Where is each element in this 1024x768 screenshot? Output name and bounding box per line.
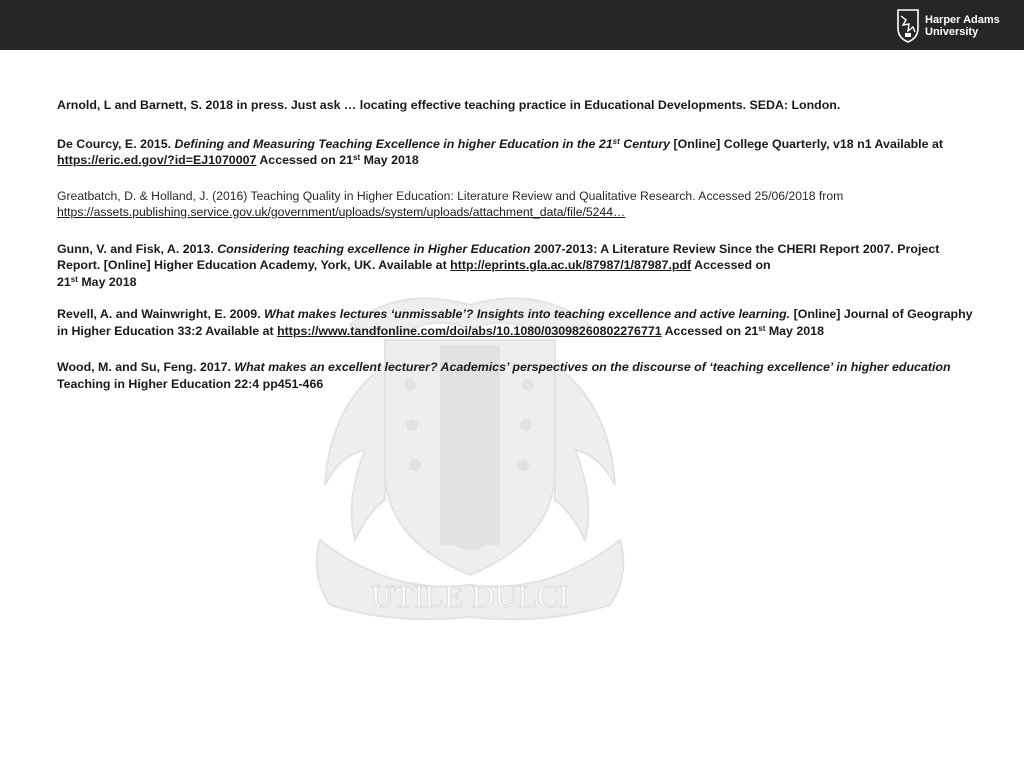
reference-title: What makes an excellent lecturer? Academics’ perspectives on the discourse of ‘teaching excellence’ in higher education: [234, 360, 951, 374]
logo-text: [925, 14, 1000, 39]
reference-link[interactable]: https://assets.publishing.service.gov.uk/government/uploads/system/uploads/attachment_data/file/5244…: [57, 204, 626, 219]
superscript: st: [612, 136, 620, 146]
reference-title: What makes lectures ‘unmissable’? Insights into teaching excellence and active learning.: [264, 307, 791, 321]
reference-text: Arnold, L and Barnett, S. 2018 in press. Just ask … locating effective teaching practice in Educational Developments. SEDA: London.: [57, 98, 841, 112]
reference-item-arnold: [57, 97, 977, 114]
reference-title: Defining and Measuring Teaching Excellence in higher Education in the 21: [174, 136, 613, 151]
header-bar: [0, 0, 1024, 50]
reference-link[interactable]: https://eric.ed.gov/?id=EJ1070007: [57, 153, 257, 167]
reference-link[interactable]: http://eprints.gla.ac.uk/87987/1/87987.pdf: [450, 258, 692, 272]
reference-item-gunn: [57, 241, 977, 291]
accessed-date: Accessed on 21st May 2018: [57, 258, 771, 289]
reference-text: Greatbatch, D. & Holland, J. (2016) Teaching Quality in Higher Education: Literature Review and Qualitative Research. Accessed 25/06/2018 from: [57, 188, 844, 203]
accessed-day: 21st: [57, 274, 78, 289]
reference-source: [Online] College Quarterly, v18 n1 Available at: [670, 136, 943, 151]
accessed-date: Accessed on 21st May 2018: [256, 153, 419, 167]
reference-authors: Wood, M. and Su, Feng. 2017.: [57, 360, 235, 374]
reference-link[interactable]: https://www.tandfonline.com/doi/abs/10.1080/03098260802276771: [277, 323, 662, 338]
reference-authors: De Courcy, E. 2015.: [57, 136, 175, 151]
reference-source: 2007-2013: A Literature Review Since the CHERI Report 2007. Project Report. [Online] Higher Education Academy, York, UK. Available at: [57, 241, 940, 272]
reference-item-greatbatch: [57, 188, 977, 220]
reference-source: Teaching in Higher Education 22:4 pp451-466: [57, 376, 324, 391]
reference-item-revell: [57, 306, 977, 339]
reference-item-wood: [57, 359, 977, 392]
reference-title-end: Century: [619, 136, 671, 151]
crest-icon: [896, 8, 920, 44]
reference-authors: Revell, A. and Wainwright, E. 2009.: [57, 307, 265, 321]
reference-list: [57, 97, 977, 415]
reference-authors: Gunn, V. and Fisk, A. 2013.: [57, 241, 218, 256]
reference-item-decourcy: [57, 136, 977, 169]
logo-line-1: Harper Adams: [925, 13, 1000, 26]
university-logo[interactable]: [896, 8, 1000, 44]
accessed-date: Accessed on 21st May 2018: [661, 323, 824, 338]
reference-title: Considering teaching excellence in Higher Education: [217, 241, 531, 256]
reference-source: [Online] Journal of Geography in Higher Education 33:2 Available at: [57, 307, 973, 338]
watermark-motto: UTILE DULCI: [370, 578, 570, 614]
logo-line-2: University: [925, 26, 979, 38]
